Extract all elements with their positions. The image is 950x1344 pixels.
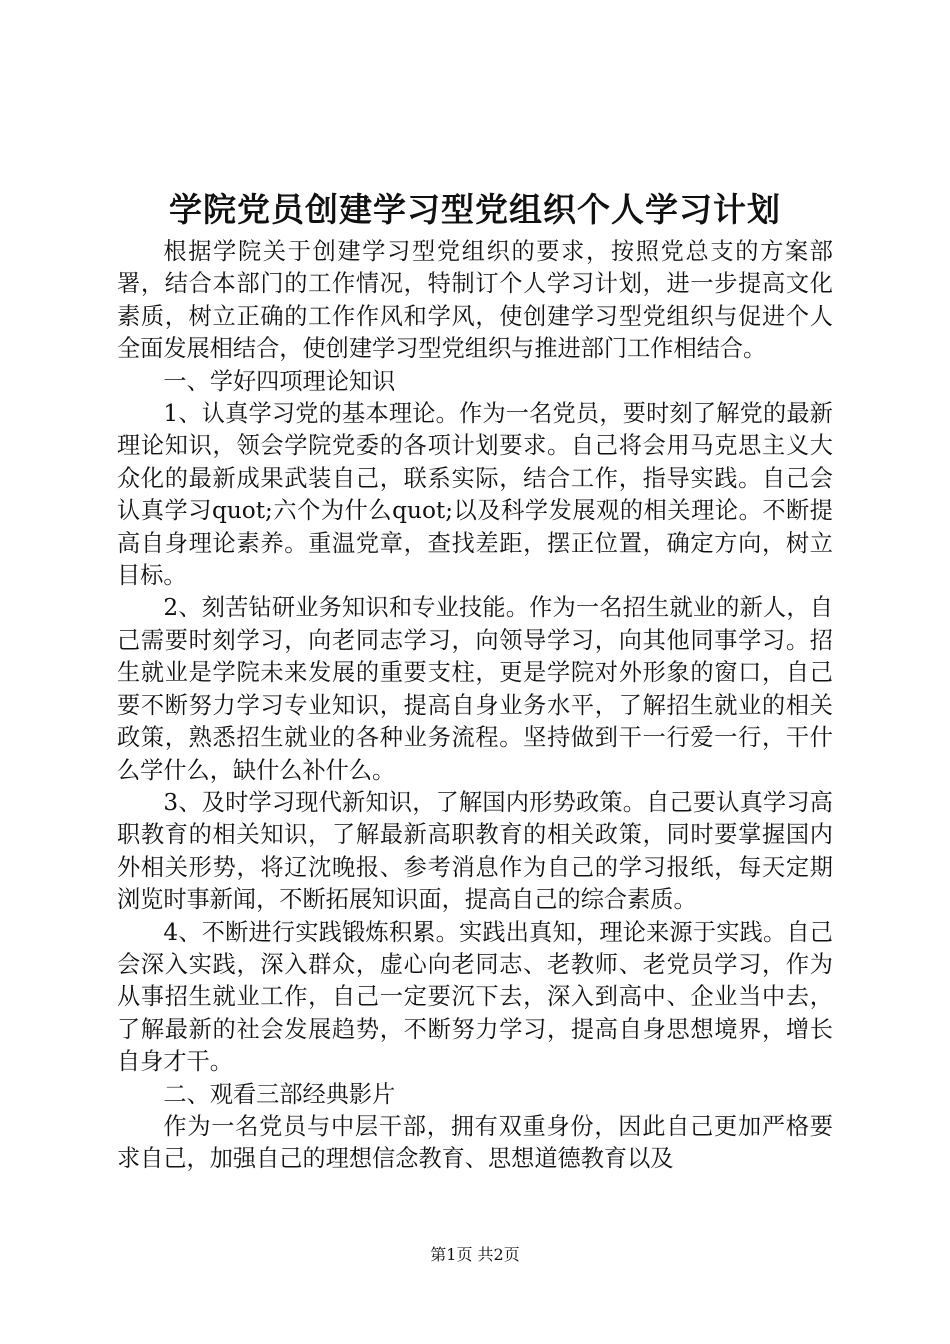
document-title: 学院党员创建学习型党组织个人学习计划 [169, 190, 781, 229]
intro-paragraph: 根据学院关于创建学习型党组织的要求，按照党总支的方案部署，结合本部门的工作情况，特制订个人学习计划，进一步提高文化素质，树立正确的工作作风和学风，使创建学习型党组织与促进个人全面发展相结合，使创建学习型党组织与推进部门工作相结合。 [117, 238, 833, 363]
document-body [117, 236, 833, 1176]
paragraph-section-2: 作为一名党员与中层干部，拥有双重身份，因此自己更加严格要求自己，加强自己的理想信念教育、思想道德教育以及 [117, 1112, 833, 1173]
paragraph-item-3: 3、及时学习现代新知识，了解国内形势政策。自己要认真学习高职教育的相关知识，了解最新高职教育的相关政策，同时要掌握国内外相关形势，将辽沈晚报、参考消息作为自己的学习报纸，每天定期浏览时事新闻，不断拓展知识面，提高自己的综合素质。 [117, 788, 833, 914]
page-number-footer: 第1页 共2页 [430, 1245, 520, 1264]
section-heading-2: 二、观看三部经典影片 [163, 1080, 396, 1108]
section-heading-1: 一、学好四项理论知识 [163, 367, 396, 395]
paragraph-item-1: 1、认真学习党的基本理论。作为一名党员，要时刻了解党的最新理论知识，领会学院党委的各项计划要求。自己将会用马克思主义大众化的最新成果武装自己，联系实际，结合工作，指导实践。自己会认真学习quot;六个为什么quot;以及科学发展观的相关理论。不断提高自身理论素养。重温党章，查找差距，摆正位置，确定方向，树立目标。 [117, 400, 833, 590]
paragraph-item-4: 4、不断进行实践锻炼积累。实践出真知，理论来源于实践。自己会深入实践，深入群众，虚心向老同志、老教师、老党员学习，作为从事招生就业工作，自己一定要沉下去，深入到高中、企业当中去，了解最新的社会发展趋势，不断努力学习，提高自身思想境界，增长自身才干。 [117, 918, 833, 1076]
paragraph-item-2: 2、刻苦钻研业务知识和专业技能。作为一名招生就业的新人，自己需要时刻学习，向老同志学习，向领导学习，向其他同事学习。招生就业是学院未来发展的重要支柱，更是学院对外形象的窗口，自己要不断努力学习专业知识，提高自身业务水平，了解招生就业的相关政策，熟悉招生就业的各种业务流程。坚持做到干一行爱一行，干什么学什么，缺什么补什么。 [117, 594, 833, 784]
